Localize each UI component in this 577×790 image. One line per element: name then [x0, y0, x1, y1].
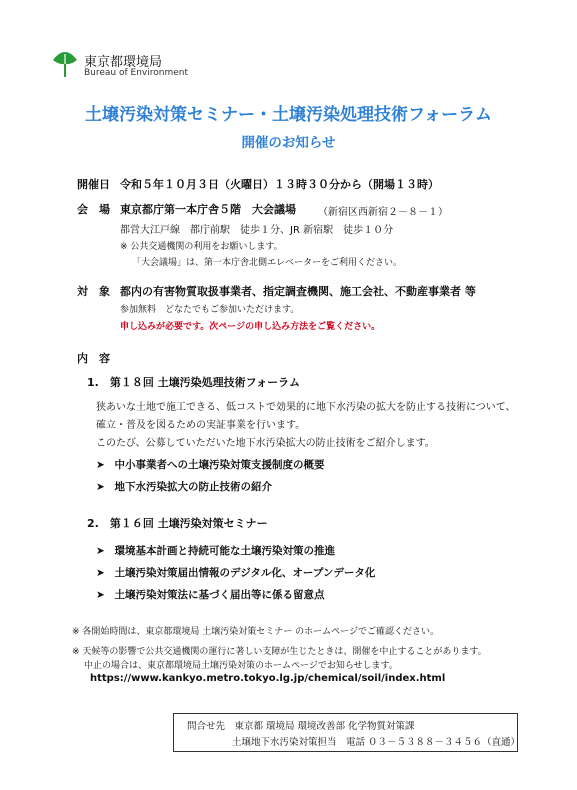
venue-label: 会 場	[77, 203, 110, 216]
date-value: 令和５年１０月３日（火曜日）１３時３０分から（開場１３時）	[120, 178, 439, 191]
list-item-label: 地下水汚染拡大の防止技術の紹介	[114, 481, 272, 493]
venue-address: （新宿区西新宿２－８－１）	[318, 207, 448, 218]
section-1-item-2	[96, 479, 272, 494]
target-note: 参加無料 どなたでもご参加いただけます。	[120, 305, 300, 315]
elevator-note: 「大会議場」は、第一本庁舎北側エレベーターをご利用ください。	[132, 258, 403, 268]
transit-note: ※ 公共交通機関の利用をお願いします。	[120, 242, 283, 252]
page-subtitle: 開催のお知らせ	[241, 135, 336, 151]
section-1-desc-3: このたび、公募していただいた地下水汚染拡大の防止技術をご紹介します。	[96, 438, 435, 449]
weather-note-1: ※ 天候等の影響で公共交通機関の運行に著しい支障が生じたときは、開催を中止することがあります。	[72, 647, 487, 657]
venue-value: 東京都庁第一本庁舎５階 大会議場	[120, 203, 296, 216]
org-name-en: Bureau of Environment	[84, 68, 189, 78]
section-1-desc-2: 確立・普及を図るための実証事業を行います。	[96, 420, 306, 431]
venue-access: 都営大江戸線 都庁前駅 徒歩１分、JR 新宿駅 徒歩１０分	[120, 225, 394, 236]
section-2-item-2	[96, 565, 375, 580]
time-note: ※ 各開始時間は、東京都環境局 土壌汚染対策セミナー のホームページでご確認ください。	[72, 627, 439, 637]
registration-note: 申し込みが必要です。次ページの申し込み方法をご覧ください。	[120, 322, 381, 332]
weather-note-2: 中止の場合は、東京都環境局土壌汚染対策のホームページでお知らせします。	[84, 661, 398, 671]
arrow-bullet-icon: ➤	[96, 567, 105, 579]
section-2-title: 2. 第１６回 土壌汚染対策セミナー	[87, 517, 268, 530]
contact-line-1: 問合せ先 東京都 環境局 環境改善部 化学物質対策課	[187, 721, 415, 732]
section-1-title: 1. 第１８回 土壌汚染処理技術フォーラム	[87, 376, 301, 389]
arrow-bullet-icon: ➤	[96, 459, 105, 471]
soil-page-link[interactable]: https://www.kankyo.metro.tokyo.lg.jp/chemical/soil/index.html	[90, 673, 446, 684]
list-item-label: 土壌汚染対策届出情報のデジタル化、オープンデータ化	[114, 567, 376, 579]
org-name-jp: 東京都環境局	[84, 55, 163, 70]
target-label: 対 象	[77, 285, 110, 298]
contents-heading: 内 容	[77, 352, 110, 365]
list-item-label: 土壌汚染対策法に基づく届出等に係る留意点	[114, 589, 325, 601]
arrow-bullet-icon: ➤	[96, 589, 105, 601]
section-2-item-1	[96, 543, 335, 558]
contact-line-2: 土壌地下水汚染対策担当 電話 ０３－５３８８－３４５６（直通）	[232, 737, 521, 748]
list-item-label: 中小事業者への土壌汚染対策支援制度の概要	[114, 459, 325, 471]
page-title: 土壌汚染対策セミナー・土壌汚染処理技術フォーラム	[85, 105, 492, 125]
arrow-bullet-icon: ➤	[96, 481, 105, 493]
section-2-item-3	[96, 587, 324, 602]
section-1-item-1	[96, 457, 324, 472]
ginkgo-logo-icon	[52, 50, 78, 78]
date-label: 開催日	[77, 178, 110, 191]
section-1-desc-1: 狭あいな土地で施工できる、低コストで効果的に地下水汚染の拡大を防止する技術について、	[96, 402, 516, 413]
arrow-bullet-icon: ➤	[96, 545, 105, 557]
list-item-label: 環境基本計画と持続可能な土壌汚染対策の推進	[114, 545, 335, 557]
target-value: 都内の有害物質取扱事業者、指定調査機関、施工会社、不動産事業者 等	[120, 285, 476, 298]
